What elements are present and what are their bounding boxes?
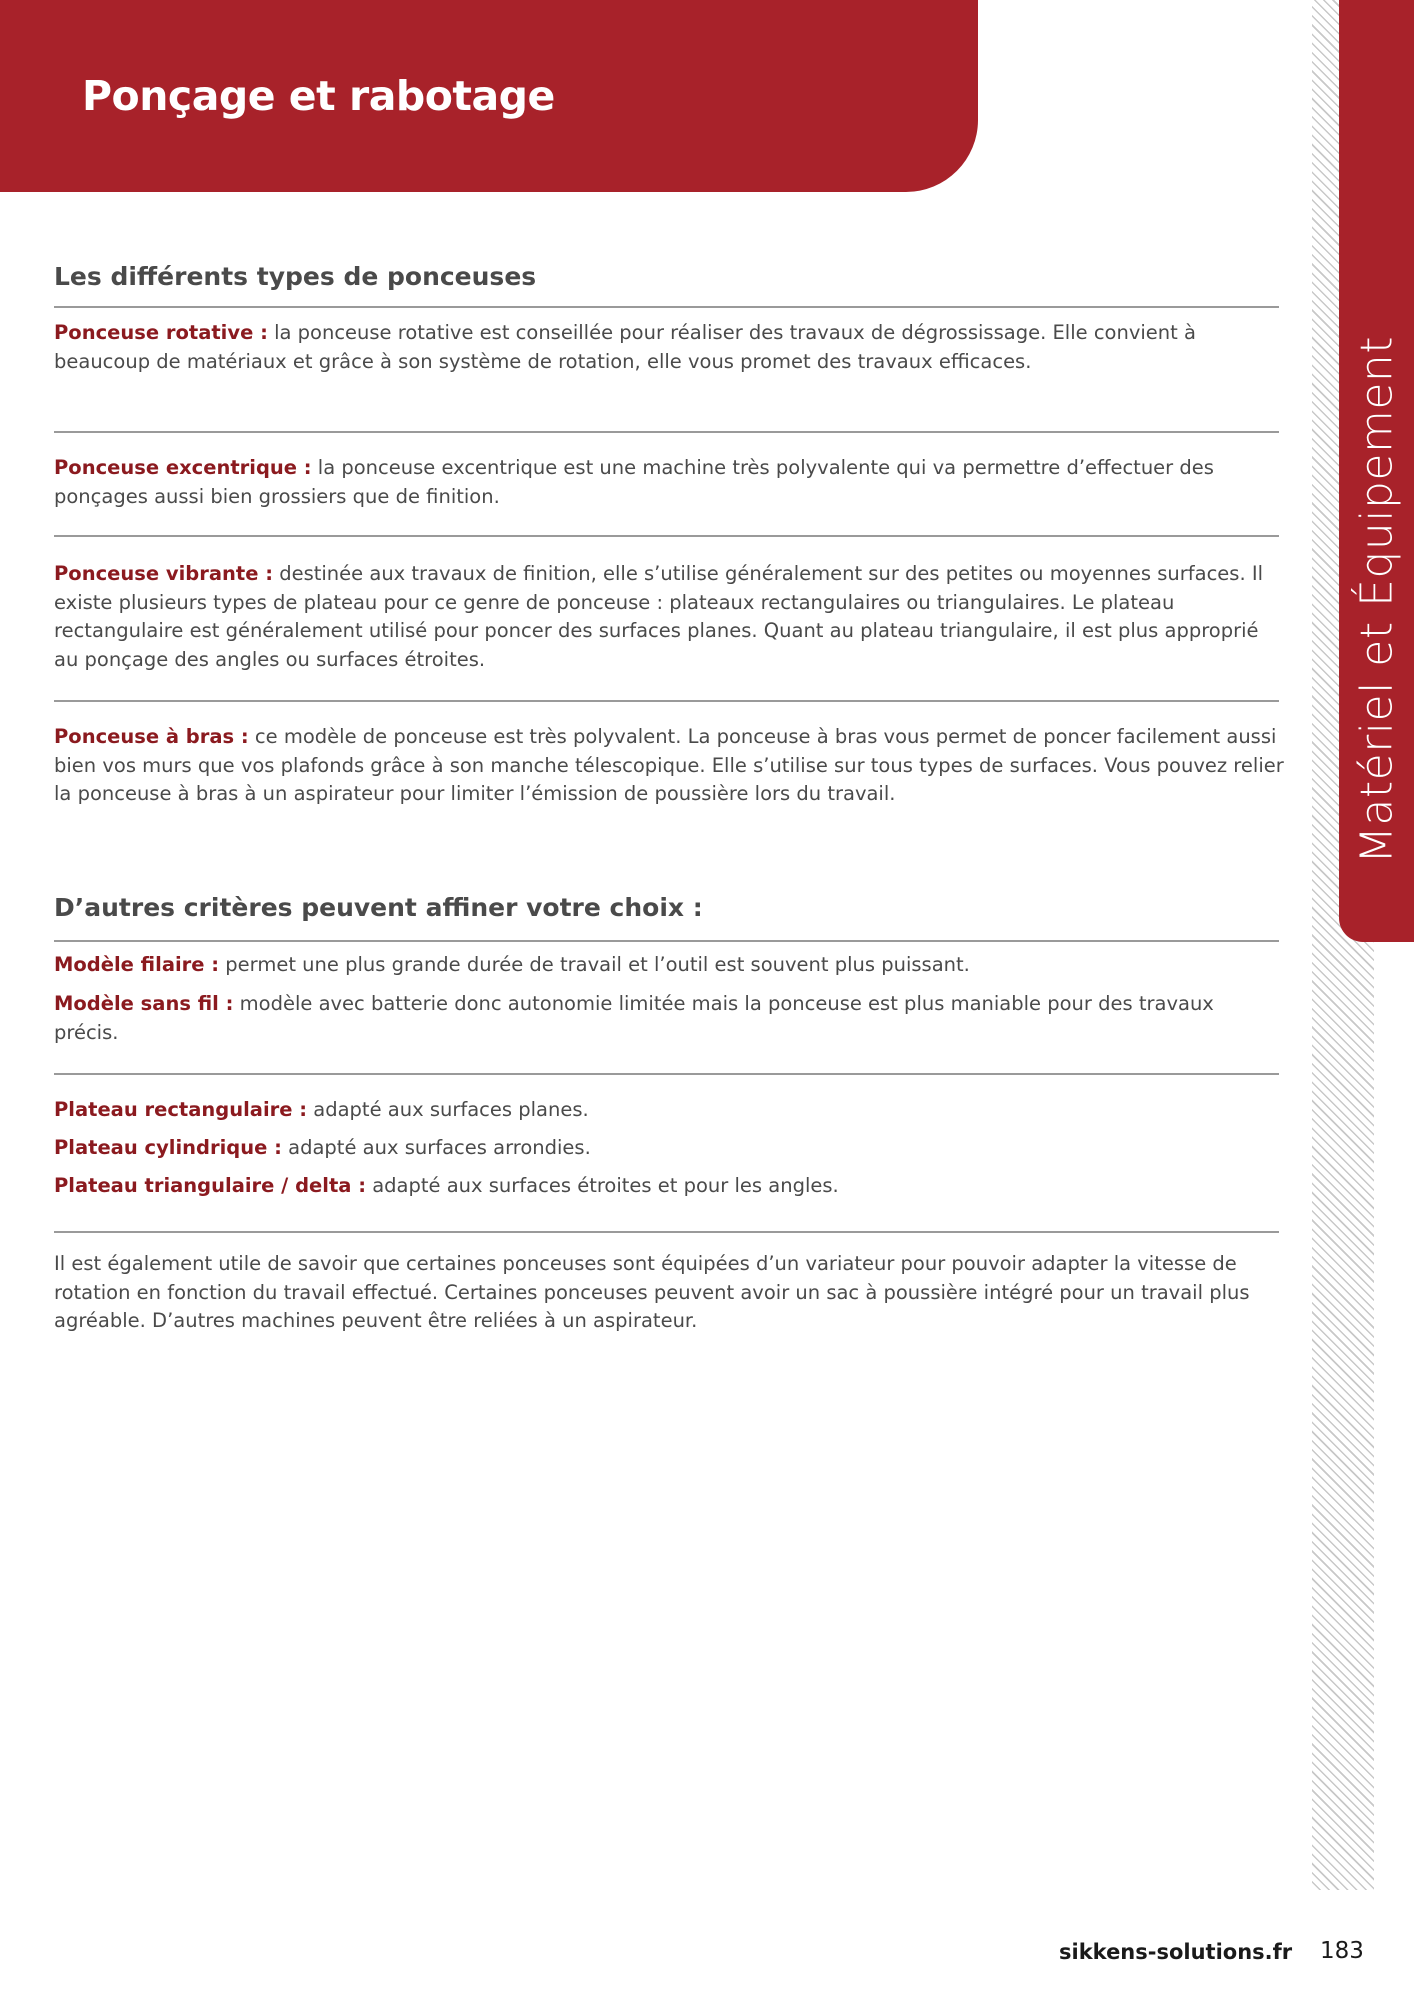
page-title: Ponçage et rabotage [82, 72, 555, 120]
plate-triangulaire [54, 1172, 1284, 1201]
note-paragraph: Il est également utile de savoir que certaines ponceuses sont équipées d’un variateur pour pouvoir adapter la vitesse de rotation en fonction du travail effectué. Certaines ponceuses peuvent avoir un sac à poussière intégré pour un travail plus agréable. D’autres machines peuvent être reliées à un aspirateur. [54, 1252, 1250, 1332]
divider [54, 700, 1279, 702]
plate-rectangulaire [54, 1096, 1284, 1125]
divider [54, 535, 1279, 537]
item-label: Ponceuse rotative : [54, 321, 268, 344]
item-text: adapté aux surfaces étroites et pour les angles. [366, 1174, 839, 1197]
model-filaire [54, 951, 1284, 980]
item-text: destinée aux travaux de finition, elle s’utilise généralement sur des petites ou moyennes surfaces. Il existe plusieurs types de plateau pour ce genre de ponceuse : plateaux rectangulaires ou triangulaires. Le plateau rectangulaire est généralement utilisé pour poncer des surfaces planes. Quant au plateau triangulaire, il est plus approprié au ponçage des angles ou surfaces étroites. [54, 562, 1264, 671]
item-text: permet une plus grande durée de travail et l’outil est souvent plus puissant. [219, 953, 970, 976]
divider [54, 306, 1279, 308]
item-text: ce modèle de ponceuse est très polyvalent. La ponceuse à bras vous permet de poncer facilement aussi bien vos murs que vos plafonds grâce à son manche télescopique. Elle s’utilise sur tous types de surfaces. Vous pouvez relier la ponceuse à bras à un aspirateur pour limiter l’émission de poussière lors du travail. [54, 725, 1284, 805]
page-number: 183 [1320, 1938, 1364, 1964]
item-text: modèle avec batterie donc autonomie limitée mais la ponceuse est plus maniable pour des travaux précis. [54, 992, 1214, 1044]
side-tab-label: Matériel et Équipement [1351, 335, 1403, 865]
plate-cylindrique [54, 1134, 1284, 1163]
item-label: Plateau triangulaire / delta : [54, 1174, 367, 1197]
divider [54, 1073, 1279, 1075]
item-rotative [54, 319, 1214, 376]
divider [54, 1231, 1279, 1233]
item-vibrante [54, 560, 1284, 674]
footer-website: sikkens-solutions.fr [1059, 1940, 1293, 1964]
item-label: Ponceuse vibrante : [54, 562, 274, 585]
item-label: Ponceuse à bras : [54, 725, 249, 748]
item-text: la ponceuse rotative est conseillée pour réaliser des travaux de dégrossissage. Elle convient à beaucoup de matériaux et grâce à son système de rotation, elle vous promet des travaux efficaces. [54, 321, 1196, 373]
item-text: adapté aux surfaces arrondies. [281, 1136, 591, 1159]
section-heading-types: Les différents types de ponceuses [54, 262, 537, 291]
item-text: la ponceuse excentrique est une machine très polyvalente qui va permettre d’effectuer des ponçages aussi bien grossiers que de finition. [54, 456, 1214, 508]
item-label: Ponceuse excentrique : [54, 456, 312, 479]
section-heading-criteria: D’autres critères peuvent affiner votre choix : [54, 893, 703, 922]
item-text: adapté aux surfaces planes. [307, 1098, 589, 1121]
model-sans-fil [54, 990, 1264, 1047]
item-bras [54, 723, 1284, 809]
item-label: Modèle sans fil : [54, 992, 234, 1015]
title-banner [0, 0, 978, 192]
item-label: Plateau rectangulaire : [54, 1098, 308, 1121]
item-label: Modèle filaire : [54, 953, 220, 976]
item-excentrique [54, 454, 1254, 511]
item-label: Plateau cylindrique : [54, 1136, 282, 1159]
divider [54, 940, 1279, 942]
divider [54, 431, 1279, 433]
